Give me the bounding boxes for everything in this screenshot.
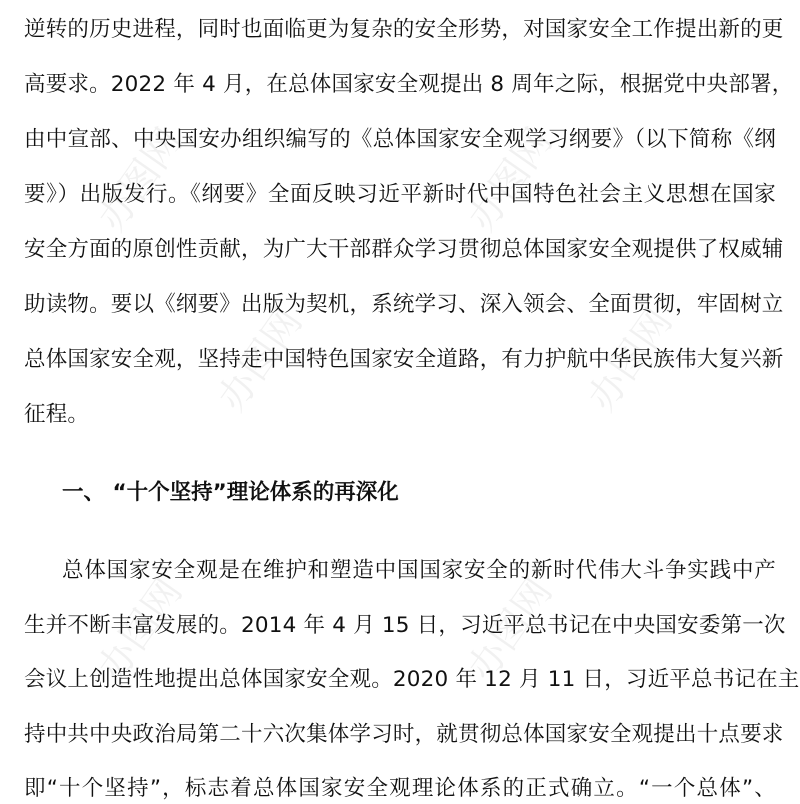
text-line: 总体国家安全观是在维护和塑造中国国家安全的新时代伟大斗争实践中产 <box>62 558 776 583</box>
text-line: 高要求。2022 年 4 月，在总体国家安全观提出 8 周年之际，根据党中央部署， <box>24 72 794 97</box>
text-line: 由中宣部、中央国安办组织编写的《总体国家安全观学习纲要》（以下简称《纲 <box>24 127 776 152</box>
text-line: 要》）出版发行。《纲要》全面反映习近平新时代中国特色社会主义思想在国家 <box>24 182 776 207</box>
text-line: 会议上创造性地提出总体国家安全观。2020 年 12 月 11 日，习近平总书记在主 <box>24 667 800 692</box>
watermark: 办图网 <box>209 300 311 419</box>
watermark: 办图网 <box>459 570 561 689</box>
watermark: 办图网 <box>89 570 191 689</box>
watermark: 办图网 <box>579 300 681 419</box>
text-line: 生并不断丰富发展的。2014 年 4 月 15 日，习近平总书记在中央国安委第一次 <box>24 613 786 638</box>
text-line: 持中共中央政治局第二十六次集体学习时，就贯彻总体国家安全观提出十点要求 <box>24 722 784 747</box>
section-heading: 一、 “十个坚持”理论体系的再深化 <box>62 480 399 505</box>
text-line: 征程。 <box>24 402 90 427</box>
watermark: 办图网 <box>89 120 191 239</box>
text-line: 逆转的历史进程，同时也面临更为复杂的安全形势，对国家安全工作提出新的更 <box>24 17 784 42</box>
text-line: 总体国家安全观，坚持走中国特色国家安全道路，有力护航中华民族伟大复兴新 <box>24 347 784 372</box>
watermark: 办图网 <box>459 120 561 239</box>
text-line: 助读物。要以《纲要》出版为契机，系统学习、深入领会、全面贯彻，牢固树立 <box>24 292 784 317</box>
text-line: 安全方面的原创性贡献，为广大干部群众学习贯彻总体国家安全观提供了权威辅 <box>24 237 784 262</box>
text-line: 即“十个坚持”，标志着总体国家安全观理论体系的正式确立。“一个总体”、 <box>24 776 776 801</box>
